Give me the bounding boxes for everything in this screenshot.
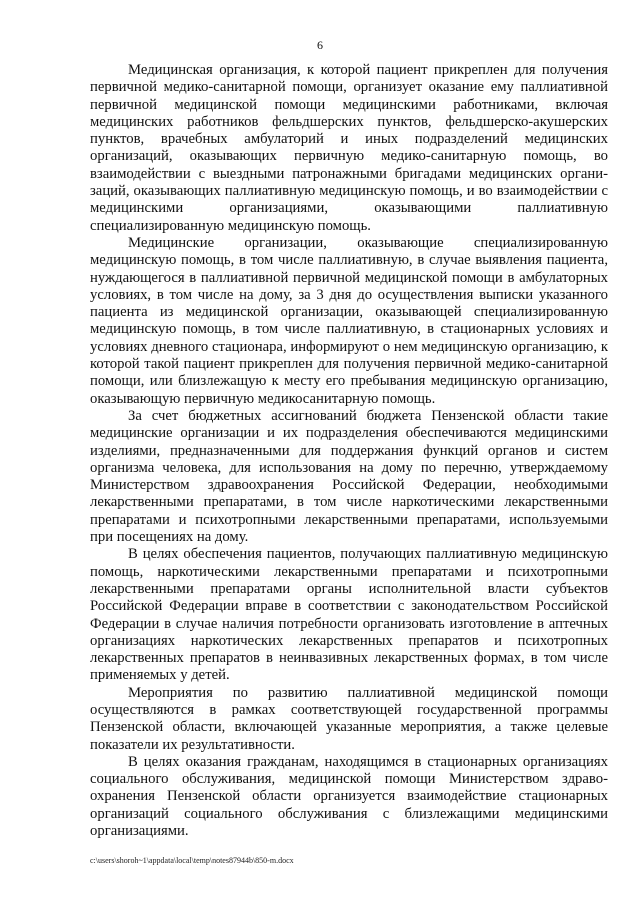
page-number: 6 <box>317 38 323 52</box>
document-body <box>90 62 608 840</box>
paragraph-4: В целях обеспечения пациентов, получающих паллиативную медицинскую помощь, наркотическими лекарственными препаратами и психотропными лекарственными препаратами органы исполнительной власти субъектов Российской Федерации вправе в соответствии с законодательством Российской Федерации в случае наличия потребности организовать изготовление в аптечных организациях наркотических лекарственных препаратов и психотропных лекарственных препаратов в неинвазивных лекарственных формах, в том числе применяемых у детей. <box>90 546 608 684</box>
paragraph-6: В целях оказания гражданам, находящимся в стационарных организациях социального обслуживания, медицинской помощи Министерством здравоохранения Пензенской области организуется взаимодействие стационарных организаций социального обслуживания с близлежащими медицинскими организациями. <box>90 753 608 840</box>
paragraph-5: Мероприятия по развитию паллиативной медицинской помощи осуществляются в рамках соответствующей государственной программы Пензенской области, включающей указанные мероприятия, а также целевые показатели их результативности. <box>90 684 608 753</box>
paragraph-2: Медицинские организации, оказывающие специализированную медицинскую помощь, в том числе паллиативную, в случае выявления пациента, нуждающегося в паллиативной первичной медицинской помощи в амбулаторных условиях, в том числе на дому, за 3 дня до осуществления выписки указанного пациента из медицинской организации, оказывающей специализированную медицинскую помощь, в том числе паллиативную, в стационарных условиях и условиях дневного стационара, информируют о нем медицинскую организацию, к которой такой пациент прикреплен для получения первичной медико-санитарной помощи, или близлежащую к месту его пребывания медицинскую организацию, оказывающую первичную медикосанитарную помощь. <box>90 234 608 407</box>
paragraph-3: За счет бюджетных ассигнований бюджета Пензенской области такие медицинские организации и их подразделения обеспечиваются медицинскими изделиями, предназначенными для поддержания функций органов и систем организма человека, для использования на дому по перечню, утверждаемому Министерством здравоохранения Российской Федерации, необходимыми лекарственными препаратами, в том числе наркотическими лекарственными препаратами и психотропными лекарственными препаратами, используемыми при посещениях на дому. <box>90 407 608 546</box>
footer-file-path: c:\users\shoroh~1\appdata\local\temp\notes87944b\850-m.docx <box>90 856 294 865</box>
paragraph-1: Медицинская организация, к которой пациент прикреплен для получения первичной медико-санитарной помощи, организует оказание ему паллиативной первичной медицинской помощи медицинскими работниками, включая медицинских работников фельдшерских пунктов, фельдшерско-акушерских пунктов, врачебных амбулаторий и иных подразделений медицинских организаций, оказывающих первичную медико-санитарную помощь, во взаимодействии с выездными патронажными бригадами медицинских организаций, оказывающих паллиативную медицинскую помощь, и во взаимодействии с медицинскими организациями, оказывающими паллиативную специализированную медицинскую помощь. <box>90 62 608 234</box>
